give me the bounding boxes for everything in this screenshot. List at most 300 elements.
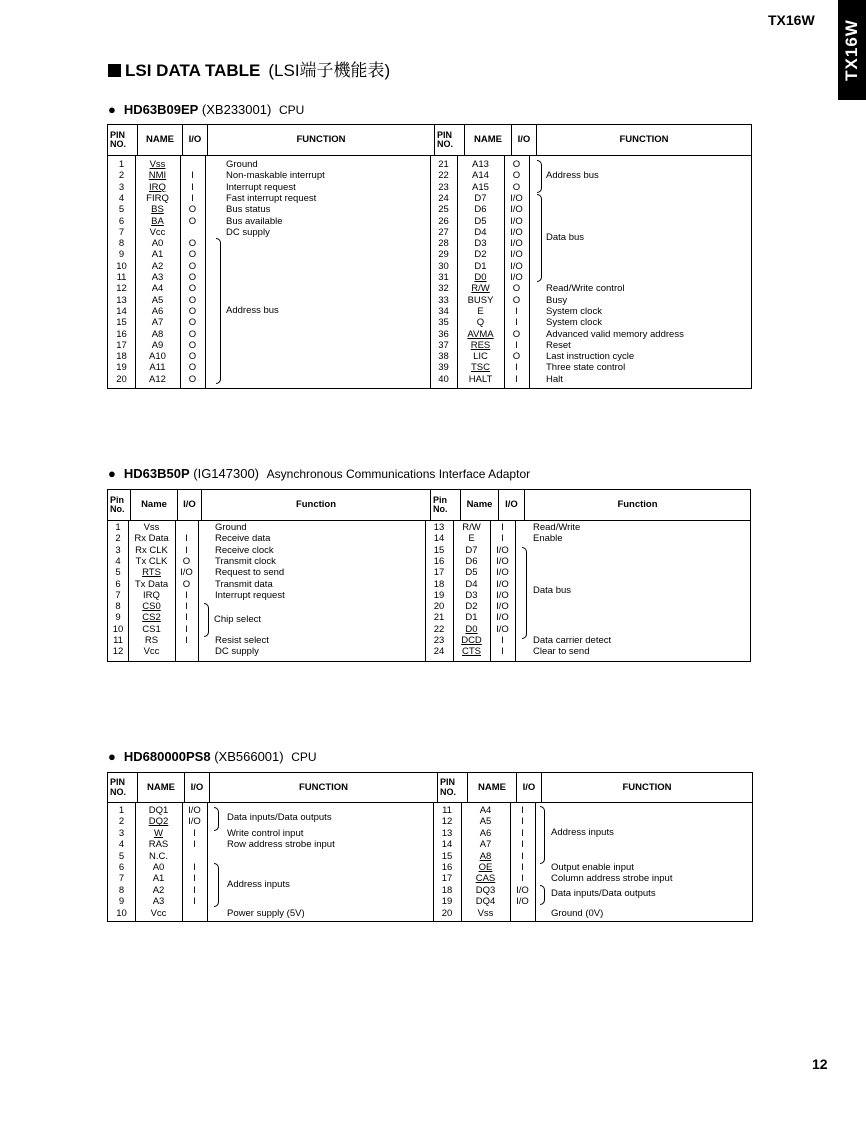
pin-number: 40 bbox=[438, 373, 449, 385]
pin-number: 5 bbox=[118, 204, 125, 216]
pin-number: 6 bbox=[115, 578, 121, 590]
group-brace bbox=[540, 806, 545, 864]
pin-io: I bbox=[185, 612, 188, 624]
header-io: I/O bbox=[185, 773, 210, 802]
pin-io: O bbox=[188, 215, 197, 227]
section2-part: HD63B50P bbox=[123, 466, 190, 481]
pin-name: Rx Data bbox=[134, 533, 169, 545]
pin-io: I/O bbox=[180, 567, 193, 579]
pin-number: 8 bbox=[118, 238, 125, 250]
pin-number: 14 bbox=[433, 533, 445, 545]
pin-io: I bbox=[185, 635, 188, 646]
pin-io: I/O bbox=[496, 544, 509, 556]
header-io: I/O bbox=[517, 773, 542, 802]
pin-io: I bbox=[193, 839, 196, 851]
pin-name: Q bbox=[476, 317, 485, 329]
pin-name: RTS bbox=[142, 567, 161, 579]
pin-io: O bbox=[512, 351, 521, 363]
pin-io: O bbox=[188, 305, 197, 317]
pin-io: I bbox=[193, 827, 196, 839]
pin-number: 10 bbox=[116, 260, 127, 272]
pin-number: 2 bbox=[115, 533, 121, 545]
pin-io: O bbox=[182, 578, 191, 590]
pin-number: 20 bbox=[116, 373, 127, 385]
group-label: Data inputs/Data outputs bbox=[551, 888, 656, 899]
pin-function: Ground bbox=[215, 522, 247, 533]
group-label: Chip select bbox=[214, 614, 261, 625]
pin-function: Request to send bbox=[215, 567, 285, 579]
header-function: FUNCTION bbox=[208, 125, 435, 155]
pin-name: AVMA bbox=[467, 328, 494, 340]
pin-io: I/O bbox=[516, 896, 529, 908]
pin-name: Tx Data bbox=[134, 578, 169, 590]
pin-function: Transmit clock bbox=[215, 555, 276, 567]
pin-name: DQ1 bbox=[148, 805, 169, 816]
pin-number: 7 bbox=[118, 873, 125, 885]
pin-name: A4 bbox=[151, 283, 164, 295]
pin-number: 15 bbox=[116, 317, 127, 329]
pin-number: 17 bbox=[433, 567, 445, 579]
section3-heading bbox=[108, 749, 317, 764]
header-name: NAME bbox=[138, 773, 185, 802]
pin-io: O bbox=[188, 317, 197, 329]
pin-io: I bbox=[193, 884, 196, 896]
side-tab-label: TX16W bbox=[842, 19, 861, 81]
pin-name: DCD bbox=[461, 635, 482, 646]
header-io: I/O bbox=[178, 490, 202, 520]
pin-function: System clock bbox=[546, 305, 602, 317]
pin-number: 15 bbox=[441, 850, 453, 862]
pin-io: O bbox=[512, 159, 521, 170]
pin-io: I bbox=[521, 827, 524, 839]
pin-name: D7 bbox=[465, 544, 478, 556]
pin-number: 18 bbox=[433, 578, 445, 590]
pin-io: I bbox=[185, 544, 188, 556]
table-header bbox=[108, 490, 750, 521]
pin-function: Interrupt request bbox=[215, 589, 285, 601]
pin-io: I/O bbox=[510, 249, 523, 261]
section1-code: (XB233001) bbox=[201, 102, 272, 117]
pin-name: D0 bbox=[474, 272, 487, 283]
pin-io: I/O bbox=[496, 578, 509, 590]
pin-number: 22 bbox=[438, 170, 449, 182]
pin-name: Rx CLK bbox=[135, 544, 168, 556]
pin-io: I bbox=[515, 373, 518, 385]
pin-name: W bbox=[154, 827, 163, 839]
pin-number: 10 bbox=[112, 623, 124, 635]
pin-number: 21 bbox=[433, 612, 445, 624]
header-name: Name bbox=[461, 490, 499, 520]
pin-function: Read/Write bbox=[533, 522, 581, 533]
header-name: NAME bbox=[138, 125, 183, 155]
pin-function: Ground bbox=[226, 159, 258, 170]
pin-io: I/O bbox=[510, 215, 523, 227]
pin-io: I/O bbox=[510, 238, 523, 250]
pin-function: Row address strobe input bbox=[227, 839, 335, 851]
pin-name: A5 bbox=[151, 294, 164, 306]
pin-number: 1 bbox=[118, 805, 125, 816]
pin-function: Receive data bbox=[215, 533, 271, 545]
pin-number: 34 bbox=[438, 305, 449, 317]
pin-name: NMI bbox=[148, 170, 167, 182]
pin-number: 28 bbox=[438, 238, 449, 250]
section2-heading bbox=[108, 466, 530, 481]
pin-name: A3 bbox=[152, 896, 165, 908]
pin-number: 35 bbox=[438, 317, 449, 329]
pin-number: 8 bbox=[118, 884, 125, 896]
pin-function: Power supply (5V) bbox=[227, 907, 305, 919]
pin-name: Vss bbox=[477, 907, 494, 919]
pin-io: I bbox=[185, 623, 188, 635]
pin-name: BUSY bbox=[467, 294, 494, 306]
model-label: TX16W bbox=[768, 12, 815, 28]
pin-function: Resist select bbox=[215, 635, 269, 646]
pin-name: DQ4 bbox=[475, 896, 496, 908]
pin-number: 6 bbox=[118, 215, 125, 227]
pin-io: I/O bbox=[510, 204, 523, 216]
pin-name: DQ2 bbox=[148, 816, 169, 828]
pin-number: 3 bbox=[115, 544, 121, 556]
pin-number: 20 bbox=[441, 907, 453, 919]
pin-io: I bbox=[191, 181, 194, 193]
pin-number: 2 bbox=[118, 816, 125, 828]
group-label: Data inputs/Data outputs bbox=[227, 812, 332, 823]
group-label: Data bus bbox=[546, 232, 585, 243]
pin-name: D4 bbox=[474, 226, 487, 238]
pin-function: Output enable input bbox=[551, 862, 634, 873]
pin-name: D1 bbox=[465, 612, 478, 624]
pin-number: 12 bbox=[112, 646, 124, 658]
section2-table bbox=[107, 489, 751, 662]
pin-name: RS bbox=[144, 635, 159, 646]
pin-name: A0 bbox=[152, 862, 165, 873]
pin-number: 14 bbox=[116, 305, 127, 317]
pin-io: I bbox=[191, 192, 194, 204]
pin-io: I bbox=[191, 170, 194, 182]
pin-name: CS2 bbox=[142, 612, 161, 624]
pin-number: 30 bbox=[438, 260, 449, 272]
table-body bbox=[108, 803, 752, 921]
pin-number: 4 bbox=[118, 192, 125, 204]
pin-number: 25 bbox=[438, 204, 449, 216]
pin-io: I bbox=[521, 839, 524, 851]
pin-io: O bbox=[188, 283, 197, 295]
pin-number: 24 bbox=[433, 646, 445, 658]
pin-name: D7 bbox=[474, 192, 487, 204]
column-divider bbox=[205, 156, 206, 388]
pin-function: Data carrier detect bbox=[533, 635, 612, 646]
pin-io: I bbox=[515, 305, 518, 317]
pin-function: Read/Write control bbox=[546, 283, 625, 295]
pin-number: 3 bbox=[118, 181, 125, 193]
pin-number: 21 bbox=[438, 159, 449, 170]
pin-function: Write control input bbox=[227, 827, 304, 839]
pin-number: 13 bbox=[433, 522, 445, 533]
pin-number: 38 bbox=[438, 351, 449, 363]
pin-name: A3 bbox=[151, 272, 164, 283]
pin-number: 22 bbox=[433, 623, 445, 635]
pin-io: O bbox=[188, 294, 197, 306]
section3-part: HD680000PS8 bbox=[123, 749, 211, 764]
pin-name: LIC bbox=[473, 351, 488, 363]
pin-io: O bbox=[188, 204, 197, 216]
pin-number: 6 bbox=[118, 862, 125, 873]
pin-function: Fast interrupt request bbox=[226, 192, 317, 204]
pin-name: BS bbox=[151, 204, 164, 216]
pin-function: Three state control bbox=[546, 362, 626, 374]
pin-number: 14 bbox=[441, 839, 453, 851]
group-label: Address bus bbox=[226, 305, 279, 316]
pin-name: Vcc bbox=[143, 646, 160, 658]
title-square-icon bbox=[108, 64, 121, 77]
bullet-icon: ● bbox=[108, 102, 116, 117]
pin-function: DC supply bbox=[215, 646, 259, 658]
pin-number: 31 bbox=[438, 272, 449, 283]
pin-number: 33 bbox=[438, 294, 449, 306]
pin-name: FIRQ bbox=[146, 192, 169, 204]
pin-io: O bbox=[182, 555, 191, 567]
group-brace bbox=[214, 863, 219, 907]
header-io: I/O bbox=[499, 490, 525, 520]
pin-io: I/O bbox=[510, 192, 523, 204]
pin-function: Last instruction cycle bbox=[546, 351, 635, 363]
pin-function: Halt bbox=[546, 373, 563, 385]
pin-name: Tx CLK bbox=[135, 555, 168, 567]
pin-io: I/O bbox=[510, 260, 523, 272]
pin-io: I/O bbox=[496, 567, 509, 579]
pin-number: 19 bbox=[441, 896, 453, 908]
pin-name: Vss bbox=[149, 159, 166, 170]
pin-io: O bbox=[512, 181, 521, 193]
group-brace bbox=[540, 885, 545, 905]
pin-name: RAS bbox=[148, 839, 169, 851]
pin-name: D1 bbox=[474, 260, 487, 272]
pin-number: 16 bbox=[116, 328, 127, 340]
section3-table bbox=[107, 772, 753, 922]
pin-io: O bbox=[188, 351, 197, 363]
pin-number: 11 bbox=[442, 805, 452, 816]
header-pin: PIN NO. bbox=[438, 773, 468, 802]
pin-number: 36 bbox=[438, 328, 449, 340]
pin-io: I bbox=[501, 533, 504, 545]
pin-number: 7 bbox=[118, 226, 125, 238]
header-pin: PIN NO. bbox=[108, 125, 138, 155]
header-function: FUNCTION bbox=[622, 781, 672, 793]
pin-function: Receive clock bbox=[215, 544, 274, 556]
header-pin: PIN NO. bbox=[435, 125, 465, 155]
pin-io: I bbox=[193, 896, 196, 908]
pin-name: D2 bbox=[465, 601, 478, 613]
pin-name: A11 bbox=[149, 362, 166, 374]
pin-number: 17 bbox=[441, 873, 453, 885]
pin-io: I/O bbox=[188, 816, 201, 828]
bullet-icon: ● bbox=[108, 466, 116, 481]
pin-io: I bbox=[185, 601, 188, 613]
pin-name: A1 bbox=[152, 873, 165, 885]
header-io: I/O bbox=[183, 125, 208, 155]
pin-function: Bus available bbox=[226, 215, 283, 227]
header-function: Function bbox=[202, 490, 431, 520]
pin-name: D6 bbox=[474, 204, 487, 216]
pin-io: O bbox=[188, 272, 197, 283]
pin-number: 32 bbox=[438, 283, 449, 295]
pin-function: Reset bbox=[546, 339, 571, 351]
pin-io: O bbox=[512, 328, 521, 340]
pin-function: Busy bbox=[546, 294, 568, 306]
pin-name: D0 bbox=[465, 623, 478, 635]
pin-name: E bbox=[477, 305, 484, 317]
pin-function: Non-maskable interrupt bbox=[226, 170, 325, 182]
pin-io: O bbox=[188, 328, 197, 340]
pin-name: D2 bbox=[474, 249, 487, 261]
pin-number: 19 bbox=[116, 362, 127, 374]
pin-name: Vcc bbox=[149, 226, 166, 238]
pin-number: 9 bbox=[118, 249, 125, 261]
pin-io: I bbox=[185, 533, 188, 545]
pin-io: I/O bbox=[496, 612, 509, 624]
pin-name: A8 bbox=[151, 328, 164, 340]
pin-name: DQ3 bbox=[475, 884, 496, 896]
pin-name: A0 bbox=[151, 238, 164, 250]
pin-io: I/O bbox=[188, 805, 201, 816]
pin-io: I bbox=[521, 873, 524, 885]
pin-function: Transmit data bbox=[215, 578, 273, 590]
column-divider bbox=[535, 803, 536, 921]
pin-io: I bbox=[501, 522, 504, 533]
pin-number: 12 bbox=[441, 816, 453, 828]
table-body bbox=[108, 521, 750, 661]
pin-number: 1 bbox=[115, 522, 121, 533]
pin-number: 29 bbox=[438, 249, 449, 261]
pin-number: 23 bbox=[438, 181, 449, 193]
group-label: Address bus bbox=[546, 170, 599, 181]
pin-function: Ground (0V) bbox=[551, 907, 604, 919]
pin-number: 18 bbox=[441, 884, 453, 896]
page-title-text: LSI DATA TABLE bbox=[125, 61, 261, 80]
column-divider bbox=[198, 521, 199, 661]
pin-number: 10 bbox=[116, 907, 127, 919]
section3-code: (XB566001) bbox=[214, 749, 284, 764]
pin-number: 27 bbox=[438, 226, 449, 238]
pin-name: D5 bbox=[465, 567, 478, 579]
pin-name: R/W bbox=[471, 283, 490, 295]
pin-io: O bbox=[512, 283, 521, 295]
pin-name: A1 bbox=[151, 249, 164, 261]
pin-name: TSC bbox=[471, 362, 490, 374]
pin-number: 13 bbox=[441, 827, 453, 839]
pin-name: D6 bbox=[465, 555, 478, 567]
pin-function: Column address strobe input bbox=[551, 873, 673, 885]
pin-function: DC supply bbox=[226, 226, 270, 238]
pin-number: 26 bbox=[438, 215, 449, 227]
pin-number: 17 bbox=[116, 339, 127, 351]
group-label: Address inputs bbox=[551, 827, 614, 838]
pin-number: 8 bbox=[115, 601, 121, 613]
pin-name: A13 bbox=[472, 159, 489, 170]
pin-function: Interrupt request bbox=[226, 181, 296, 193]
pin-name: D5 bbox=[474, 215, 487, 227]
pin-io: O bbox=[188, 362, 197, 374]
pin-io: I bbox=[521, 816, 524, 828]
pin-function: Advanced valid memory address bbox=[546, 328, 684, 340]
group-brace bbox=[522, 547, 527, 639]
group-label: Data bus bbox=[533, 585, 572, 596]
pin-name: A14 bbox=[472, 170, 489, 182]
pin-name: A7 bbox=[479, 839, 492, 851]
header-name: NAME bbox=[468, 773, 517, 802]
pin-name: D3 bbox=[465, 589, 478, 601]
side-tab bbox=[838, 0, 866, 100]
pin-name: A12 bbox=[149, 373, 166, 385]
pin-function: Bus status bbox=[226, 204, 271, 216]
pin-number: 24 bbox=[438, 192, 449, 204]
pin-name: A9 bbox=[151, 339, 164, 351]
pin-name: E bbox=[468, 533, 475, 545]
header-function: FUNCTION bbox=[619, 134, 669, 146]
pin-number: 37 bbox=[438, 339, 449, 351]
pin-io: I/O bbox=[516, 884, 529, 896]
pin-name: OE bbox=[478, 862, 493, 873]
pin-number: 2 bbox=[118, 170, 125, 182]
pin-io: I/O bbox=[510, 226, 523, 238]
page-number: 12 bbox=[812, 1056, 828, 1072]
section1-part: HD63B09EP bbox=[123, 102, 199, 117]
pin-name: A5 bbox=[479, 816, 492, 828]
pin-name: RES bbox=[470, 339, 491, 351]
pin-name: IRQ bbox=[143, 589, 160, 601]
header-function: Function bbox=[617, 499, 658, 511]
section2-desc: Asynchronous Communications Interface Adaptor bbox=[266, 467, 531, 481]
pin-io: I bbox=[515, 362, 518, 374]
pin-number: 5 bbox=[118, 850, 125, 862]
pin-function: Enable bbox=[533, 533, 563, 545]
pin-name: A15 bbox=[472, 181, 489, 193]
header-pin: Pin No. bbox=[108, 490, 131, 520]
pin-number: 5 bbox=[115, 567, 121, 579]
pin-name: Vss bbox=[143, 522, 160, 533]
pin-name: A4 bbox=[479, 805, 492, 816]
pin-io: O bbox=[188, 238, 197, 250]
pin-number: 1 bbox=[118, 159, 125, 170]
pin-name: A10 bbox=[149, 351, 166, 363]
section1-table bbox=[107, 124, 752, 389]
pin-io: I/O bbox=[496, 601, 509, 613]
pin-number: 16 bbox=[433, 555, 445, 567]
header-name: Name bbox=[131, 490, 178, 520]
pin-name: A6 bbox=[151, 305, 164, 317]
pin-number: 23 bbox=[433, 635, 445, 646]
section2-code: (IG147300) bbox=[193, 466, 260, 481]
pin-name: Vcc bbox=[150, 907, 167, 919]
section1-heading bbox=[108, 102, 304, 117]
pin-io: I/O bbox=[496, 589, 509, 601]
pin-number: 4 bbox=[118, 839, 125, 851]
pin-name: CS0 bbox=[142, 601, 161, 613]
pin-io: O bbox=[512, 294, 521, 306]
pin-number: 18 bbox=[116, 351, 127, 363]
table-body bbox=[108, 156, 751, 388]
pin-name: N.C. bbox=[149, 850, 168, 862]
pin-io: I/O bbox=[510, 272, 523, 283]
pin-io: O bbox=[188, 260, 197, 272]
pin-name: A6 bbox=[479, 827, 492, 839]
pin-name: D3 bbox=[474, 238, 487, 250]
pin-io: O bbox=[512, 170, 521, 182]
header-pin: PIN NO. bbox=[108, 773, 138, 802]
pin-name: A2 bbox=[152, 884, 165, 896]
header-io: I/O bbox=[512, 125, 537, 155]
section1-desc: CPU bbox=[278, 103, 305, 117]
